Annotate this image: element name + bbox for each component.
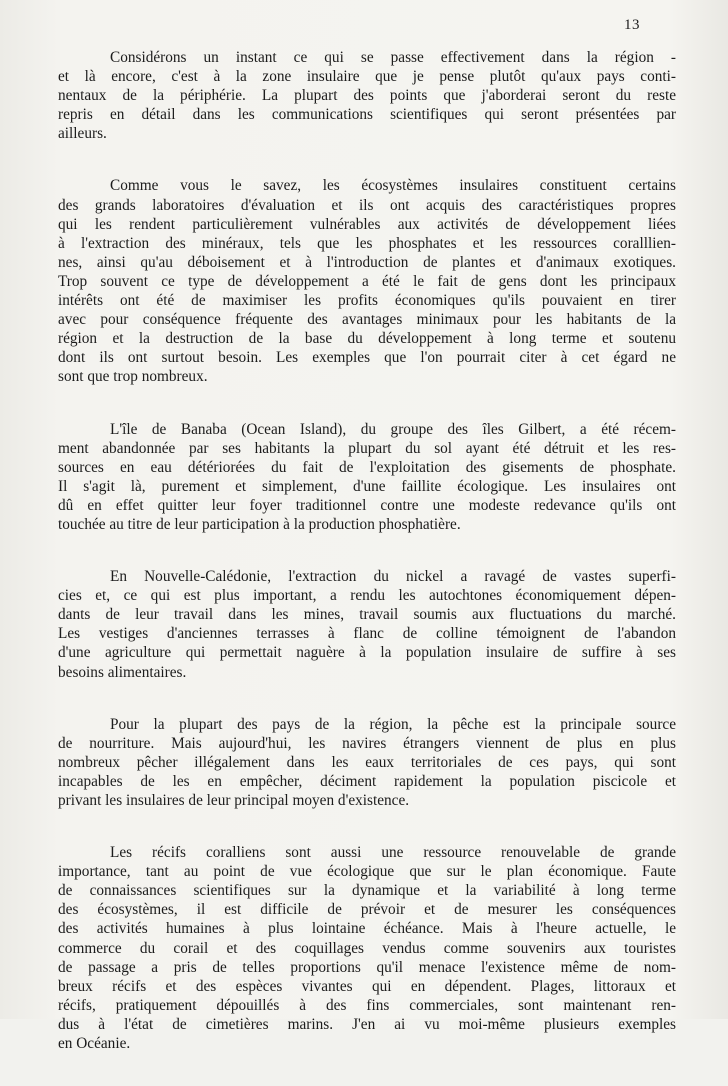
paragraph (58, 48, 676, 143)
text-line: ailleurs. (58, 125, 107, 143)
text-line: sont que trop nombreux. (58, 368, 208, 386)
text-line: des activités humaines à plus lointaine échéance. Mais à l'heure actuelle, le (58, 920, 676, 938)
text-line: breux récifs et des espèces vivantes qui en dépendent. Plages, littoraux et (58, 977, 676, 995)
text-line: dus à l'état de cimetières marins. J'en ai vu moi-même plusieurs exemples (58, 1015, 676, 1033)
body-text (58, 48, 676, 1086)
text-line: L'île de Banaba (Ocean Island), du groupe des îles Gilbert, a été récem- (110, 420, 676, 438)
text-line: récifs, pratiquement dépouillés à des fins commerciales, sont maintenant ren- (58, 996, 676, 1014)
text-line: Comme vous le savez, les écosystèmes insulaires constituent certains (110, 177, 676, 195)
text-line: des écosystèmes, il est difficile de prévoir et de mesurer les conséquences (58, 901, 676, 919)
text-line: En Nouvelle-Calédonie, l'extraction du nickel a ravagé de vastes superfi- (110, 568, 676, 586)
text-line: nentaux de la périphérie. La plupart des points que j'aborderai seront du reste (58, 87, 676, 105)
text-line: à l'extraction des minéraux, tels que les phosphates et les ressources coralllien- (58, 234, 676, 252)
text-line: des grands laboratoires d'évaluation et ils ont acquis des caractéristiques propres (58, 196, 676, 214)
paragraph (58, 176, 676, 386)
text-line: d'une agriculture qui permettait naguère à la population insulaire de suffire à ses (58, 644, 676, 662)
text-line: ment abandonnée par ses habitants la plupart du sol ayant été détruit et les res- (58, 439, 676, 457)
text-line: Trop souvent ce type de développement a été le fait de gens dont les principaux (58, 272, 676, 290)
text-line: sources en eau détériorées du fait de l'exploitation des gisements de phosphate. (58, 458, 676, 476)
text-line: incapables de les en empêcher, déciment rapidement la population piscicole et (58, 772, 676, 790)
text-line: en Océanie. (58, 1035, 131, 1053)
text-line: avec pour conséquence fréquente des avantages minimaux pour les habitants de la (58, 311, 676, 329)
text-line: intérêts ont été de maximiser les profits économiques qu'ils pouvaient en tirer (58, 292, 676, 310)
page-number: 13 (624, 17, 640, 33)
text-line: touchée au titre de leur participation à la production phosphatière. (58, 515, 461, 533)
text-line: importance, tant au point de vue écologique que sur le plan économique. Faute (58, 863, 676, 881)
text-line: Les vestiges d'anciennes terrasses à flanc de colline témoignent de l'abandon (58, 625, 676, 643)
text-line: besoins alimentaires. (58, 663, 187, 681)
paragraph (58, 843, 676, 1053)
paragraph (58, 715, 676, 810)
text-line: Pour la plupart des pays de la région, la pêche est la principale source (110, 715, 676, 733)
paragraph (58, 567, 676, 682)
text-line: dont ils ont surtout besoin. Les exemples que l'on pourrait citer à cet égard ne (58, 349, 676, 367)
text-line: Les récifs coralliens sont aussi une ressource renouvelable de grande (110, 844, 676, 862)
text-line: nombreux pêcher illégalement dans les eaux territoriales de ces pays, qui sont (58, 753, 676, 771)
text-line: de passage a pris de telles proportions qu'il menace l'existence même de nom- (58, 958, 676, 976)
paragraph (58, 420, 676, 535)
text-line: Il s'agit là, purement et simplement, d'une faillite écologique. Les insulaires ont (58, 477, 676, 495)
text-line: repris en détail dans les communications scientifiques qui seront présentées par (58, 106, 676, 124)
text-line: de connaissances scientifiques sur la dynamique et la variabilité à long terme (58, 882, 676, 900)
text-line: et là encore, c'est à la zone insulaire que je pense plutôt qu'aux pays conti- (58, 68, 676, 86)
text-line: commerce du corail et des coquillages vendus comme souvenirs aux touristes (58, 939, 676, 957)
text-line: qui les rendent particulièrement vulnérables aux activités de développement liées (58, 215, 676, 233)
text-line: dû en effet quitter leur foyer traditionnel contre une modeste redevance qu'ils ont (58, 496, 676, 514)
text-line: dants de leur travail dans les mines, travail soumis aux fluctuations du marché. (58, 606, 676, 624)
text-line: région et la destruction de la base du développement à long terme et soutenu (58, 330, 676, 348)
text-line: Considérons un instant ce qui se passe effectivement dans la région - (110, 49, 676, 66)
text-line: privant les insulaires de leur principal moyen d'existence. (58, 792, 410, 809)
text-line: cies et, ce qui est plus important, a rendu les autochtones économiquement dépen- (58, 587, 676, 605)
text-line: de nourriture. Mais aujourd'hui, les navires étrangers viennent de plus en plus (58, 734, 676, 752)
text-line: nes, ainsi qu'au déboisement et à l'introduction de plantes et d'animaux exotiques. (58, 253, 676, 271)
